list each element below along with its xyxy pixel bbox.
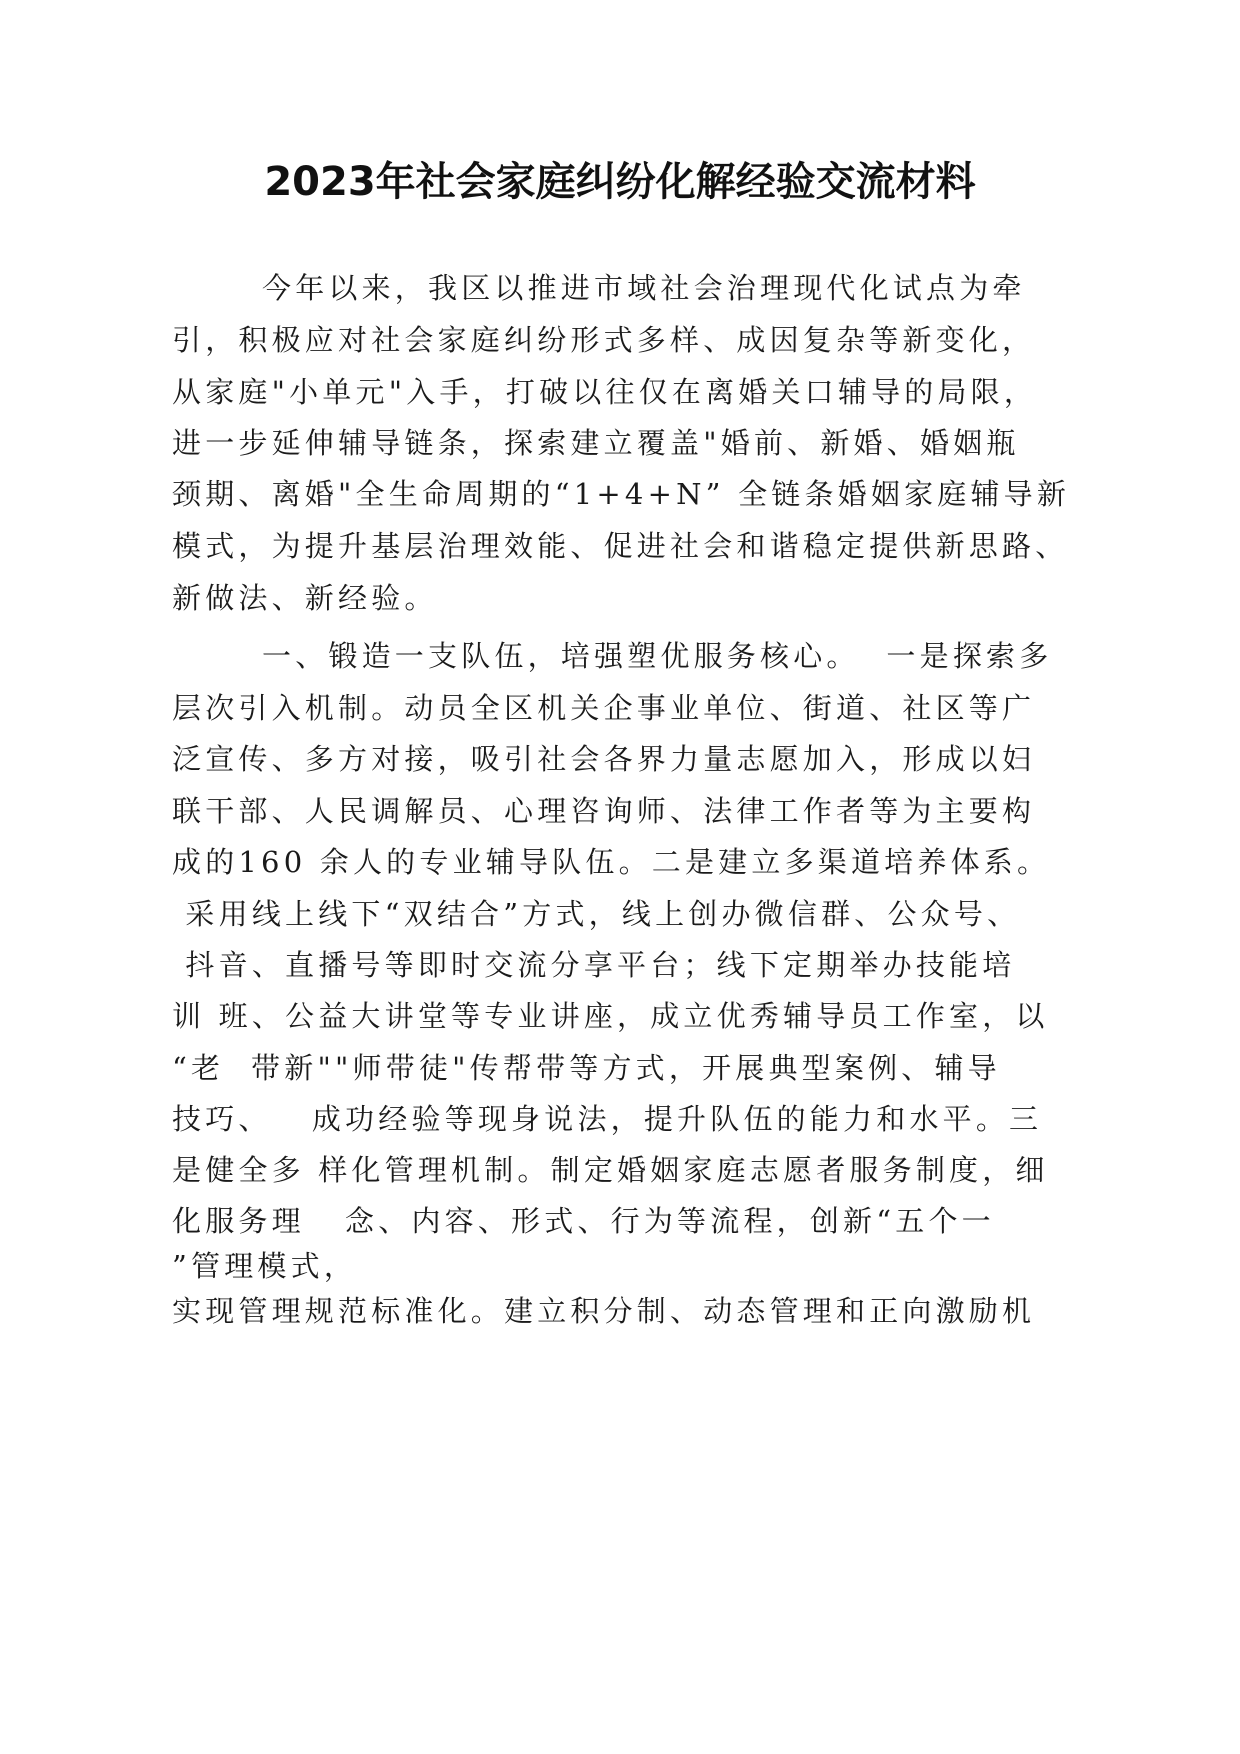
paragraph-1-line-4: 进一步延伸辅导链条，探索建立覆盖"婚前、新婚、婚姻瓶 — [172, 426, 1020, 460]
paragraph-1-line-7: 新做法、新经验。 — [172, 581, 438, 615]
paragraph-2-line-6: 采用线上线下“双结合”方式，线上创办微信群、公众号、 — [172, 897, 1021, 931]
paragraph-2-line-8: 训 班、公益大讲堂等专业讲座，成立优秀辅导员工作室，以 — [172, 999, 1049, 1033]
paragraph-2-line-13: ”管理模式， — [172, 1249, 358, 1283]
paragraph-2-line-2: 层次引入机制。动员全区机关企事业单位、街道、社区等广 — [172, 691, 1036, 725]
paragraph-1-line-2: 引，积极应对社会家庭纠纷形式多样、成因复杂等新变化， — [172, 323, 1036, 357]
paragraph-2-line-11: 是健全多 样化管理机制。制定婚姻家庭志愿者服务制度，细 — [172, 1153, 1049, 1187]
paragraph-1-line-3: 从家庭"小单元"入手，打破以往仅在离婚关口辅导的局限， — [172, 375, 1038, 409]
document-title: 2023年社会家庭纠纷化解经验交流材料 — [264, 159, 976, 205]
paragraph-2-line-14: 实现管理规范标准化。建立积分制、动态管理和正向激励机 — [172, 1294, 1036, 1328]
paragraph-2-line-10: 技巧、 成功经验等现身说法，提升队伍的能力和水平。三 — [172, 1102, 1043, 1136]
paragraph-2-line-4: 联干部、人民调解员、心理咨询师、法律工作者等为主要构 — [172, 794, 1036, 828]
paragraph-2-line-9: “老 带新""师带徒"传帮带等方式，开展典型案例、辅导 — [172, 1051, 1001, 1085]
paragraph-1-line-6: 模式，为提升基层治理效能、促进社会和谐稳定提供新思路、 — [172, 529, 1069, 563]
paragraph-2-line-3: 泛宣传、多方对接，吸引社会各界力量志愿加入，形成以妇 — [172, 742, 1036, 776]
paragraph-1-line-1: 今年以来，我区以推进市域社会治理现代化试点为牵 — [262, 271, 1026, 305]
paragraph-2-line-1: 一、锻造一支队伍，培强塑优服务核心。 一是探索多 — [262, 639, 1053, 673]
paragraph-2-line-7: 抖音、直播号等即时交流分享平台；线下定期举办技能培 — [172, 948, 1016, 982]
paragraph-2-line-5: 成的160 余人的专业辅导队伍。二是建立多渠道培养体系。 — [172, 845, 1051, 879]
paragraph-1-line-5: 颈期、离婚"全生命周期的“1+4+N” 全链条婚姻家庭辅导新 — [172, 477, 1071, 511]
paragraph-2-line-12: 化服务理 念、内容、形式、行为等流程，创新“五个一 — [172, 1204, 995, 1238]
